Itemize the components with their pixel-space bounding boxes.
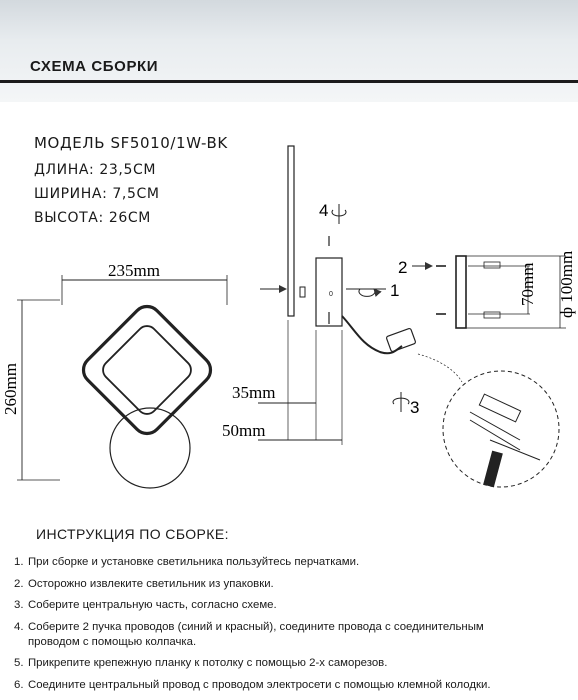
lamp-profile <box>288 146 294 316</box>
step-3-label: 3 <box>410 398 420 417</box>
header-divider <box>0 80 578 83</box>
instructions-title: ИНСТРУКЦИЯ ПО СБОРКЕ: <box>36 526 229 542</box>
list-item: 2. Осторожно извлеките светильник из упаковки. <box>14 577 274 590</box>
list-item: 3. Соберите центральную часть, согласно схеме. <box>14 599 277 611</box>
header-banner <box>0 0 578 102</box>
list-item: 1. При сборке и установке светильника пользуйтесь перчатками. <box>14 556 360 568</box>
mount-bracket <box>412 256 566 328</box>
dim-depth2-label: 50mm <box>222 421 266 440</box>
spec-model: МОДЕЛЬ SF5010/1W-BK <box>34 134 228 152</box>
wall-plate <box>110 408 190 488</box>
dim-depth1-label: 35mm <box>232 383 276 402</box>
lamp-front-view <box>17 275 227 488</box>
spec-length: ДЛИНА: 23,5СМ <box>34 162 157 178</box>
dim-height-label: 260mm <box>1 363 20 415</box>
list-item-continuation: проводом с помощью колпачка. <box>28 635 197 648</box>
step-1-label: 1 <box>390 281 400 300</box>
dim-bracket1-label: 70mm <box>518 262 537 306</box>
step-4-label: 4 <box>319 201 329 220</box>
outer-ring <box>78 301 217 440</box>
dim-width-label: 235mm <box>108 261 160 280</box>
wiring-detail <box>418 354 559 487</box>
step-2-label: 2 <box>398 258 408 277</box>
spec-width: ШИРИНА: 7,5СМ <box>34 186 160 202</box>
list-item: 4. Соберите 2 пучка проводов (синий и красный), соедините провода с соединительным <box>14 620 484 633</box>
svg-text:0: 0 <box>329 291 333 298</box>
spec-height: ВЫСОТА: 26СМ <box>34 210 151 226</box>
list-item: 5. Прикрепите крепежную планку к потолку с помощью 2-х саморезов. <box>14 657 388 669</box>
list-item: 6. Соедините центральный провод с проводом электросети с помощью клемной колодки. <box>14 678 491 691</box>
instructions-list <box>14 556 574 700</box>
dim-bracket2-label: ф 100mm <box>557 250 576 318</box>
page-title: СХЕМА СБОРКИ <box>30 58 159 75</box>
